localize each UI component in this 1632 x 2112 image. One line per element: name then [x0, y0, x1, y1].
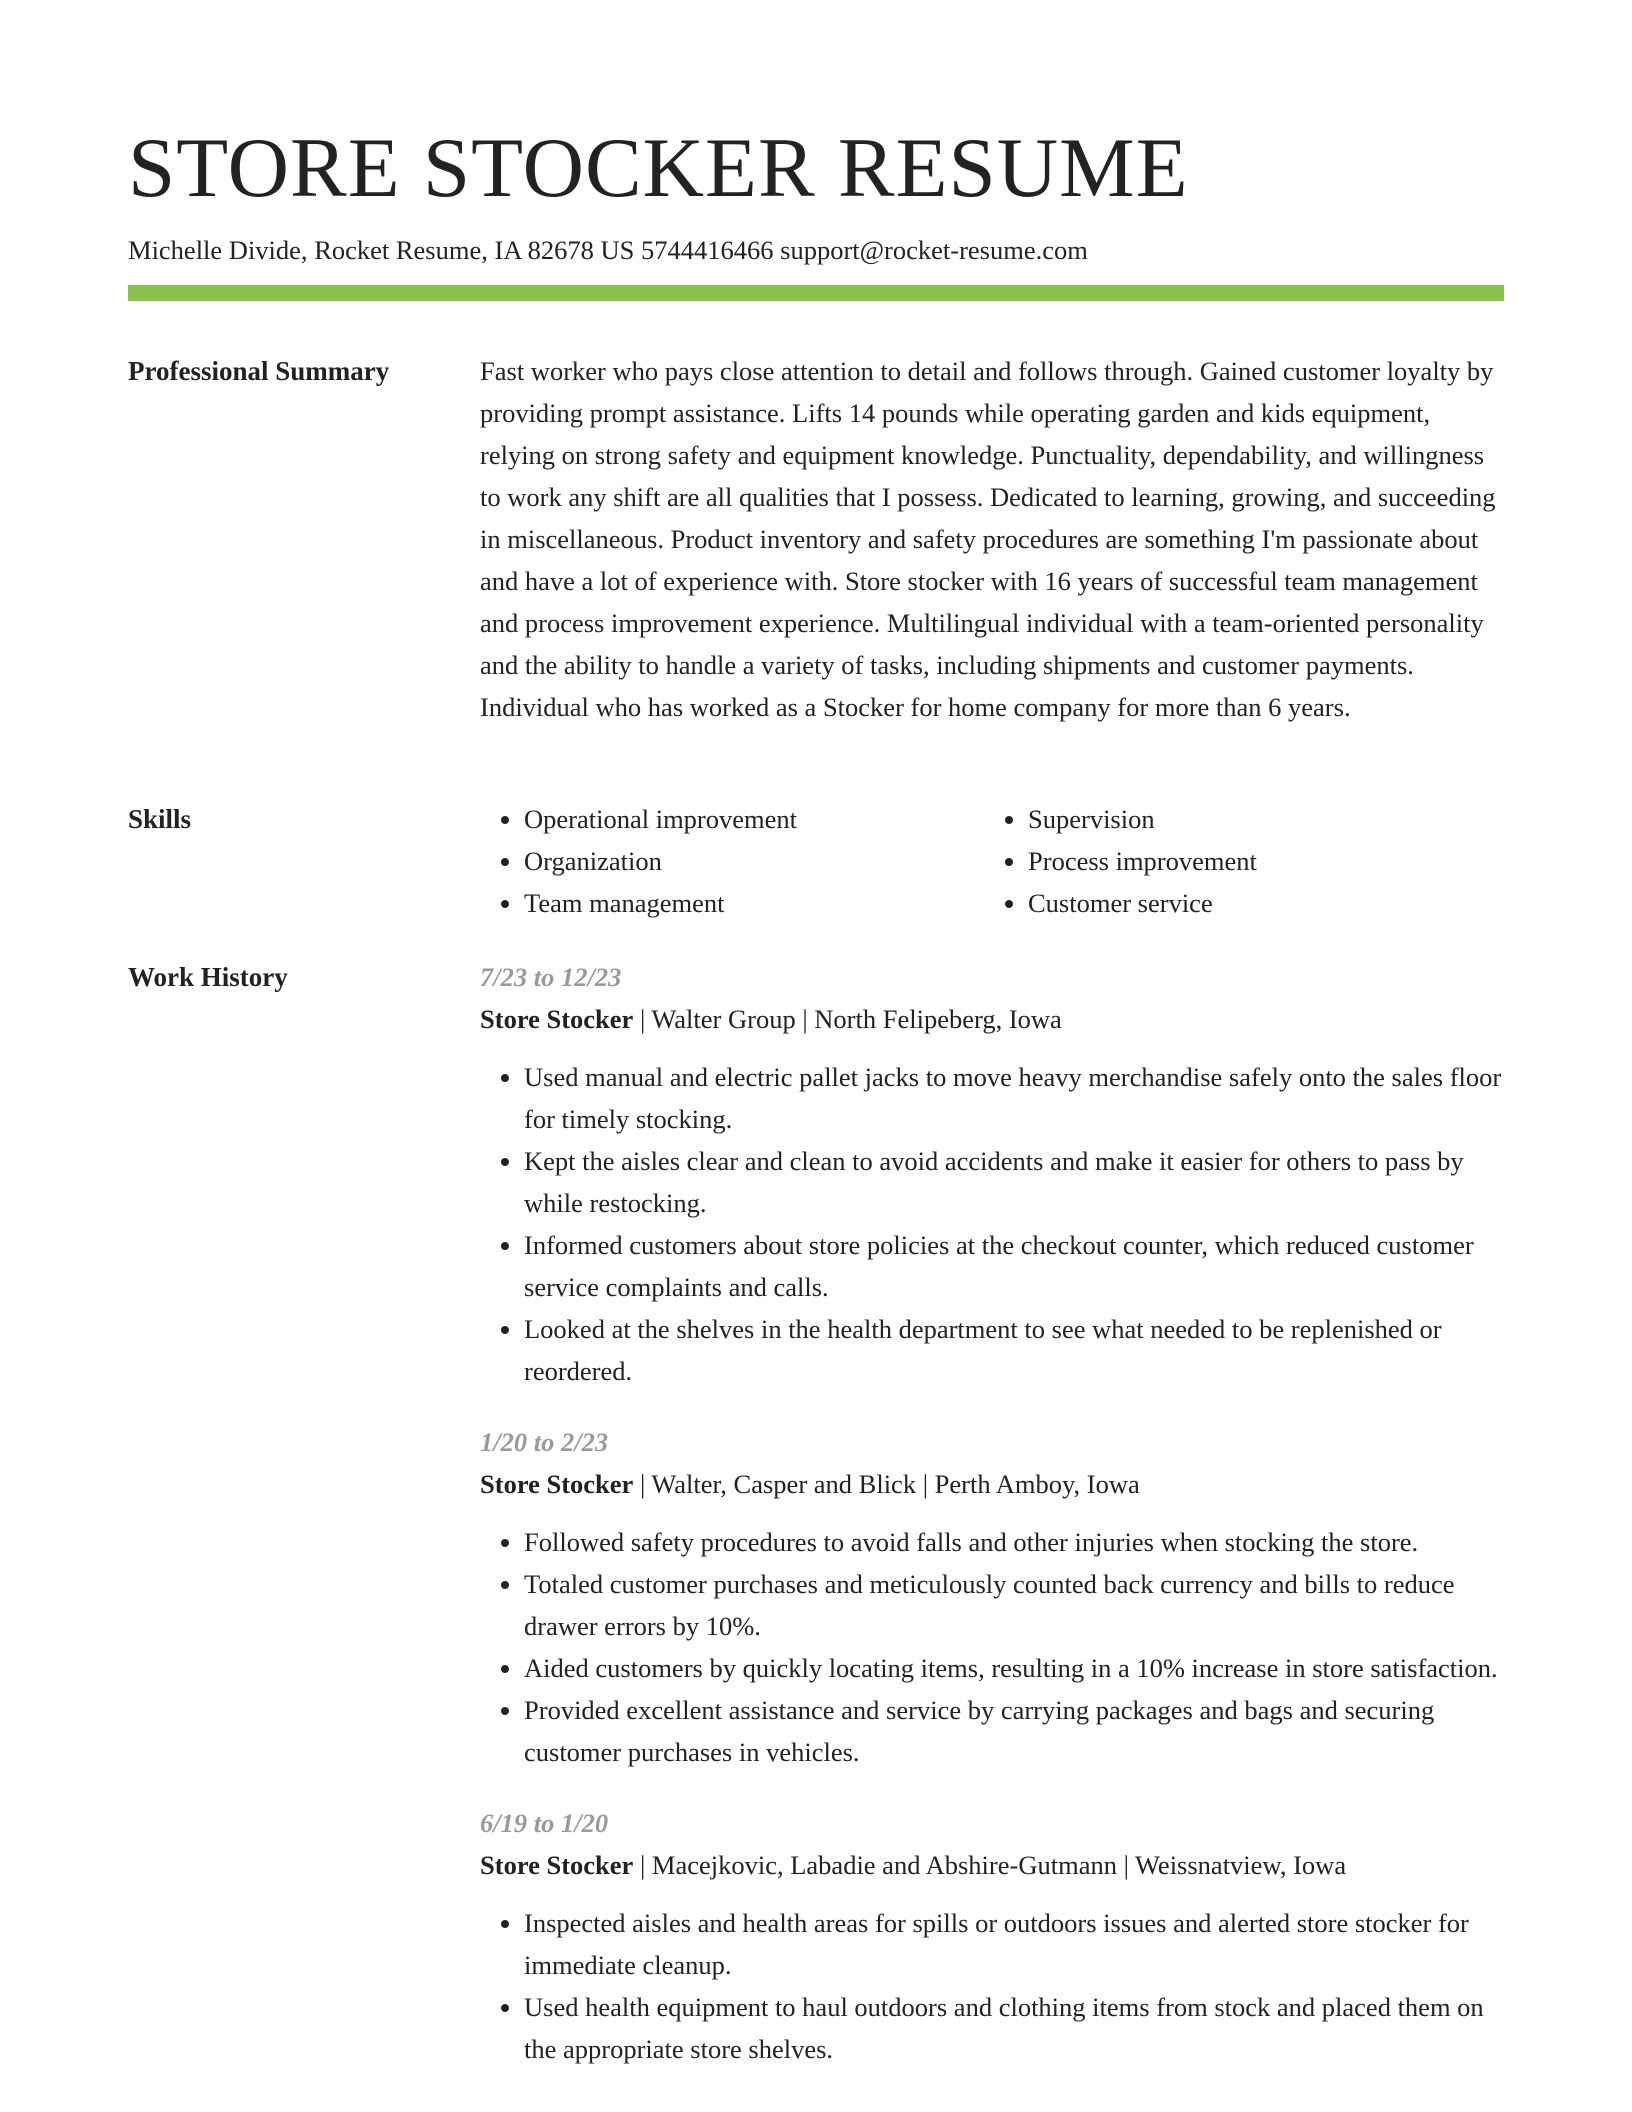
job-title: Store Stocker	[480, 1850, 634, 1880]
contact-phone: 5744416466	[641, 235, 774, 265]
job-location: North Felipeberg, Iowa	[814, 1004, 1062, 1034]
skills-heading: Skills	[128, 804, 192, 834]
job-title: Store Stocker	[480, 1469, 634, 1499]
job-location: Weissnatview, Iowa	[1135, 1850, 1347, 1880]
job-dates: 7/23 to 12/23	[480, 962, 622, 992]
job-header	[480, 998, 1504, 1040]
skill-item: • Organization	[524, 840, 984, 882]
job-dates: 1/20 to 2/23	[480, 1427, 609, 1457]
skill-item: • Process improvement	[1028, 840, 1488, 882]
skill-item: • Customer service	[1028, 882, 1488, 924]
job-header	[480, 1463, 1504, 1505]
header-divider	[128, 285, 1504, 301]
skill-item: • Supervision	[1028, 798, 1488, 840]
job-company: Walter, Casper and Blick	[651, 1469, 917, 1499]
job-header	[480, 1844, 1504, 1886]
job-entry	[480, 956, 1504, 1392]
skill-item: • Operational improvement	[524, 798, 984, 840]
job-separator: |	[1116, 1850, 1136, 1880]
job-duty-item: • Aided customers by quickly locating items, resulting in a 10% increase in store satisfaction.	[524, 1647, 1504, 1689]
contact-email[interactable]: support@rocket-resume.com	[780, 235, 1088, 265]
job-entry	[480, 1802, 1504, 2070]
job-duties-list	[480, 1521, 1504, 1773]
job-duty-item: • Inspected aisles and health areas for spills or outdoors issues and alerted store stocker for immediate cleanup.	[524, 1902, 1504, 1986]
job-duty-item: • Totaled customer purchases and meticulously counted back currency and bills to reduce drawer errors by 10%.	[524, 1563, 1504, 1647]
summary-body	[480, 350, 1504, 728]
work-history-body	[480, 956, 1504, 2099]
skills-body	[480, 798, 1504, 924]
job-separator: |	[633, 1469, 652, 1499]
resume-title: STORE STOCKER RESUME	[128, 121, 1189, 215]
job-company: Walter Group	[651, 1004, 796, 1034]
job-location: Perth Amboy, Iowa	[934, 1469, 1140, 1499]
job-duty-item: • Provided excellent assistance and service by carrying packages and bags and securing customer purchases in vehicles.	[524, 1689, 1504, 1773]
skills-list-left	[480, 798, 984, 924]
summary-heading: Professional Summary	[128, 356, 390, 386]
job-company: Macejkovic, Labadie and Abshire-Gutmann	[651, 1850, 1117, 1880]
job-duties-list	[480, 1056, 1504, 1392]
skill-item: • Team management	[524, 882, 984, 924]
contact-name: Michelle Divide,	[128, 235, 308, 265]
contact-line	[128, 230, 1088, 270]
job-separator: |	[795, 1004, 815, 1034]
job-duty-item: • Used manual and electric pallet jacks to move heavy merchandise safely onto the sales floor for timely stocking.	[524, 1056, 1504, 1140]
job-duty-item: • Followed safety procedures to avoid falls and other injuries when stocking the store.	[524, 1521, 1504, 1563]
work-history-heading: Work History	[128, 962, 288, 992]
job-duty-item: • Looked at the shelves in the health department to see what needed to be replenished or reordered.	[524, 1308, 1504, 1392]
summary-text: Fast worker who pays close attention to detail and follows through. Gained customer loyalty by providing prompt assistance. Lifts 14 pounds while operating garden and kids equipment, relying on strong safety and equipment knowledge. Punctuality, dependability, and willingness to work any shift are all qualities that I possess. Dedicated to learning, growing, and succeeding in miscellaneous. Product inventory and safety procedures are something I'm passionate about and have a lot of experience with. Store stocker with 16 years of successful team management and process improvement experience. Multilingual individual with a team-oriented personality and the ability to handle a variety of tasks, including shipments and customer payments. Individual who has worked as a Stocker for home company for more than 6 years.	[480, 356, 1496, 722]
job-separator: |	[633, 1850, 652, 1880]
job-duty-item: • Informed customers about store policies at the checkout counter, which reduced customer service complaints and calls.	[524, 1224, 1504, 1308]
skills-list-right	[984, 798, 1488, 924]
job-separator: |	[916, 1469, 935, 1499]
job-separator: |	[633, 1004, 652, 1034]
contact-address: Rocket Resume, IA 82678 US	[314, 235, 635, 265]
job-duties-list	[480, 1902, 1504, 2070]
job-entry	[480, 1421, 1504, 1773]
job-title: Store Stocker	[480, 1004, 634, 1034]
job-duty-item: • Kept the aisles clear and clean to avoid accidents and make it easier for others to pass by while restocking.	[524, 1140, 1504, 1224]
job-duty-item: • Used health equipment to haul outdoors and clothing items from stock and placed them on the appropriate store shelves.	[524, 1986, 1504, 2070]
job-dates: 6/19 to 1/20	[480, 1808, 609, 1838]
